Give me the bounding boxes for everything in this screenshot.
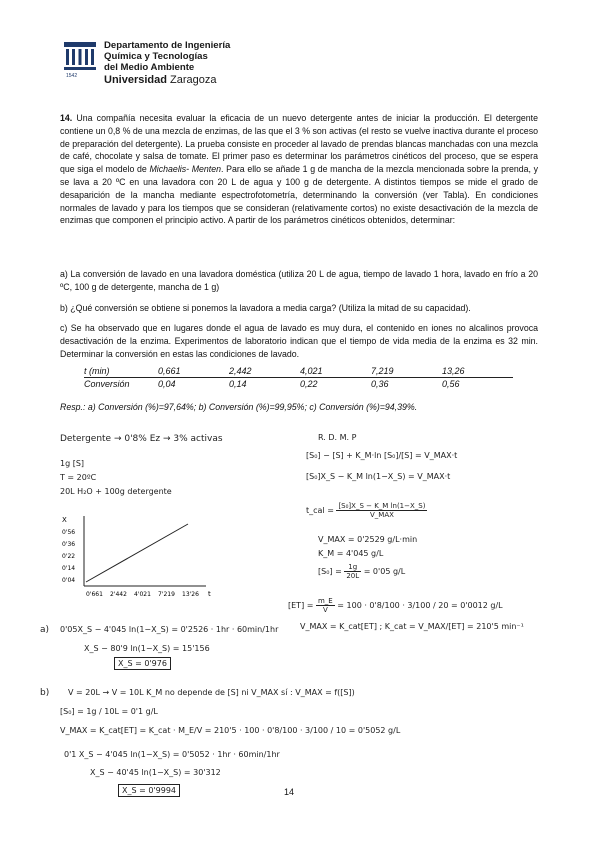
- solution-a-label: a): [40, 625, 50, 635]
- part-c: c) Se ha observado que en lugares donde el agua de lavado es muy dura, el contenido en iones no alcalinos provoca desactivación de la enzima. Experimentos de laboratorio indican que el tiempo de vida media de la enzima es 32 min. Determinar la conversión en estas las condiciones de lavado.: [60, 323, 538, 359]
- plot-y-tick: 0'22: [62, 553, 76, 560]
- part-b: b) ¿Qué conversión se obtiene si ponemos la lavadora a media carga? (Utiliza la mitad de su capacidad).: [60, 303, 471, 313]
- plot-y-tick: 0'14: [62, 565, 76, 572]
- note-water: 20L H₂O + 100g detergente: [60, 487, 172, 496]
- solution-a-line1: 0'05X_S − 4'045 ln(1−X_S) = 0'2526 · 1hr · 60min/1hr: [60, 625, 279, 634]
- plot-x-tick: 13'26: [182, 591, 199, 598]
- solution-b-line1: [S₀] = 1g / 10L = 0'1 g/L: [60, 707, 158, 716]
- note-mm-conversion: [S₀]X_S − K_M ln(1−X_S) = V_MAX·t: [306, 472, 451, 481]
- solution-a-line2: X_S − 80'9 ln(1−X_S) = 15'156: [84, 644, 210, 653]
- plot-y-tick: 0'36: [62, 541, 76, 548]
- solution-b-line2: V_MAX = K_cat[ET] = K_cat · M_E/V = 210'5 · 100 · 0'8/100 · 3/100 / 10 = 0'5052 g/L: [60, 726, 401, 735]
- university-name: Universidad Zaragoza: [104, 74, 217, 86]
- part-a: a) La conversión de lavado en una lavadora doméstica (utiliza 20 L de agua, tiempo de lavado 1 hora, lavado en frío a 20 ºC, 100 g de detergente, mancha de 1 g): [60, 269, 538, 292]
- note-kcat: V_MAX = K_cat[ET] ; K_cat = V_MAX/[ET] = 210'5 min⁻¹: [300, 622, 524, 631]
- plot-x-tick: 2'442: [110, 591, 127, 598]
- note-tcal: t_cal = $\frac{\text{[S₀]X\_S − K\_M ln(1−X\_S)}}{\text{V\_MAX}}$: [306, 502, 426, 519]
- plot-x-tick: 7'219: [158, 591, 175, 598]
- plot-x-tick: 4'021: [134, 591, 151, 598]
- conversion-plot: [60, 510, 220, 600]
- answer-line: Resp.: a) Conversión (%)=97,64%; b) Conversión (%)=99,95%; c) Conversión (%)=94,39%.: [60, 402, 418, 412]
- plot-y-tick: 0'56: [62, 529, 76, 536]
- table-row: Conversión 0,04 0,14 0,22 0,36 0,56: [84, 379, 460, 389]
- solution-b-line0: V = 20L → V = 10L K_M no depende de [S] ni V_MAX sí : V_MAX = f([S]): [68, 688, 355, 697]
- page-number: 14: [284, 787, 295, 797]
- note-et: [ET] = $\frac{m\_E}{V}$ = 100 · 0'8/100 · 3/100 / 20 = 0'0012 g/L: [288, 597, 503, 614]
- note-temperature: T = 20ºC: [60, 473, 97, 482]
- note-substrate: 1g [S]: [60, 459, 85, 468]
- plot-y-label: X: [62, 516, 67, 524]
- plot-trend-line: [86, 524, 188, 582]
- table-row: t (min) 0,661 2,442 4,021 7,219 13,26: [84, 365, 513, 378]
- note-mm-equation: [S₀] − [S] + K_M·ln [S₀]/[S] = V_MAX·t: [306, 451, 458, 460]
- data-table: [84, 365, 513, 390]
- note-km: K_M = 4'045 g/L: [318, 549, 384, 558]
- department-name: Departamento de Ingeniería Química y Tecnologías del Medio Ambiente: [104, 40, 231, 73]
- plot-x-label: t: [208, 590, 211, 598]
- solution-a-result: X_S = 0'976: [114, 659, 171, 668]
- problem-statement: 14. Una compañía necesita evaluar la eficacia de un nuevo detergente antes de iniciar la producción. El detergente contiene un 0,8 % de una mezcla de enzimas, de las que el 3 % son activas (el resto se vuelve inactiva durante el proceso de preparación del detergente). La prueba consiste en proceder al lavado de prendas blancas manchadas con una mezcla de café, chocolate y salsa de tomate. El primer paso es determinar los parámetros cinéticos del proceso, que se espera que siga el modelo de Michaelis- Menten. Para ello se añade 1 g de mancha de la mezcla mencionada sobre la prenda, y se lava a 20 ºC en una lavadora con 20 L de agua y 100 g de detergente. A distintos tiempos se mide el grado de desaparición de la mancha mediante espectrofotometría, determinando la conversión (ver Tabla). En condiciones normales de lavado y para los tiempos que se consideran (relativamente cortos) no existe desactivación de la mezcla de enzimas que componen el principio activo. A partir de los parámetros cinéticos obtenidos, determinar:: [60, 113, 538, 226]
- note-rdmp: R. D. M. P: [318, 433, 357, 442]
- note-vmax: V_MAX = 0'2529 g/L·min: [318, 535, 418, 544]
- solution-b-line3: 0'1 X_S − 4'045 ln(1−X_S) = 0'5052 · 1hr · 60min/1hr: [64, 750, 280, 759]
- plot-y-tick: 0'04: [62, 577, 76, 584]
- solution-b-label: b): [40, 688, 50, 698]
- plot-x-tick: 0'661: [86, 591, 103, 598]
- solution-b-result: X_S = 0'9994: [118, 786, 180, 795]
- note-detergent: Detergente → 0'8% Ez → 3% activas: [60, 434, 223, 444]
- note-s0: [S₀] = $\frac{1g}{20L}$ = 0'05 g/L: [318, 563, 406, 580]
- solution-b-line4: X_S − 40'45 ln(1−X_S) = 30'312: [90, 768, 221, 777]
- logo-year: 1542: [66, 73, 78, 79]
